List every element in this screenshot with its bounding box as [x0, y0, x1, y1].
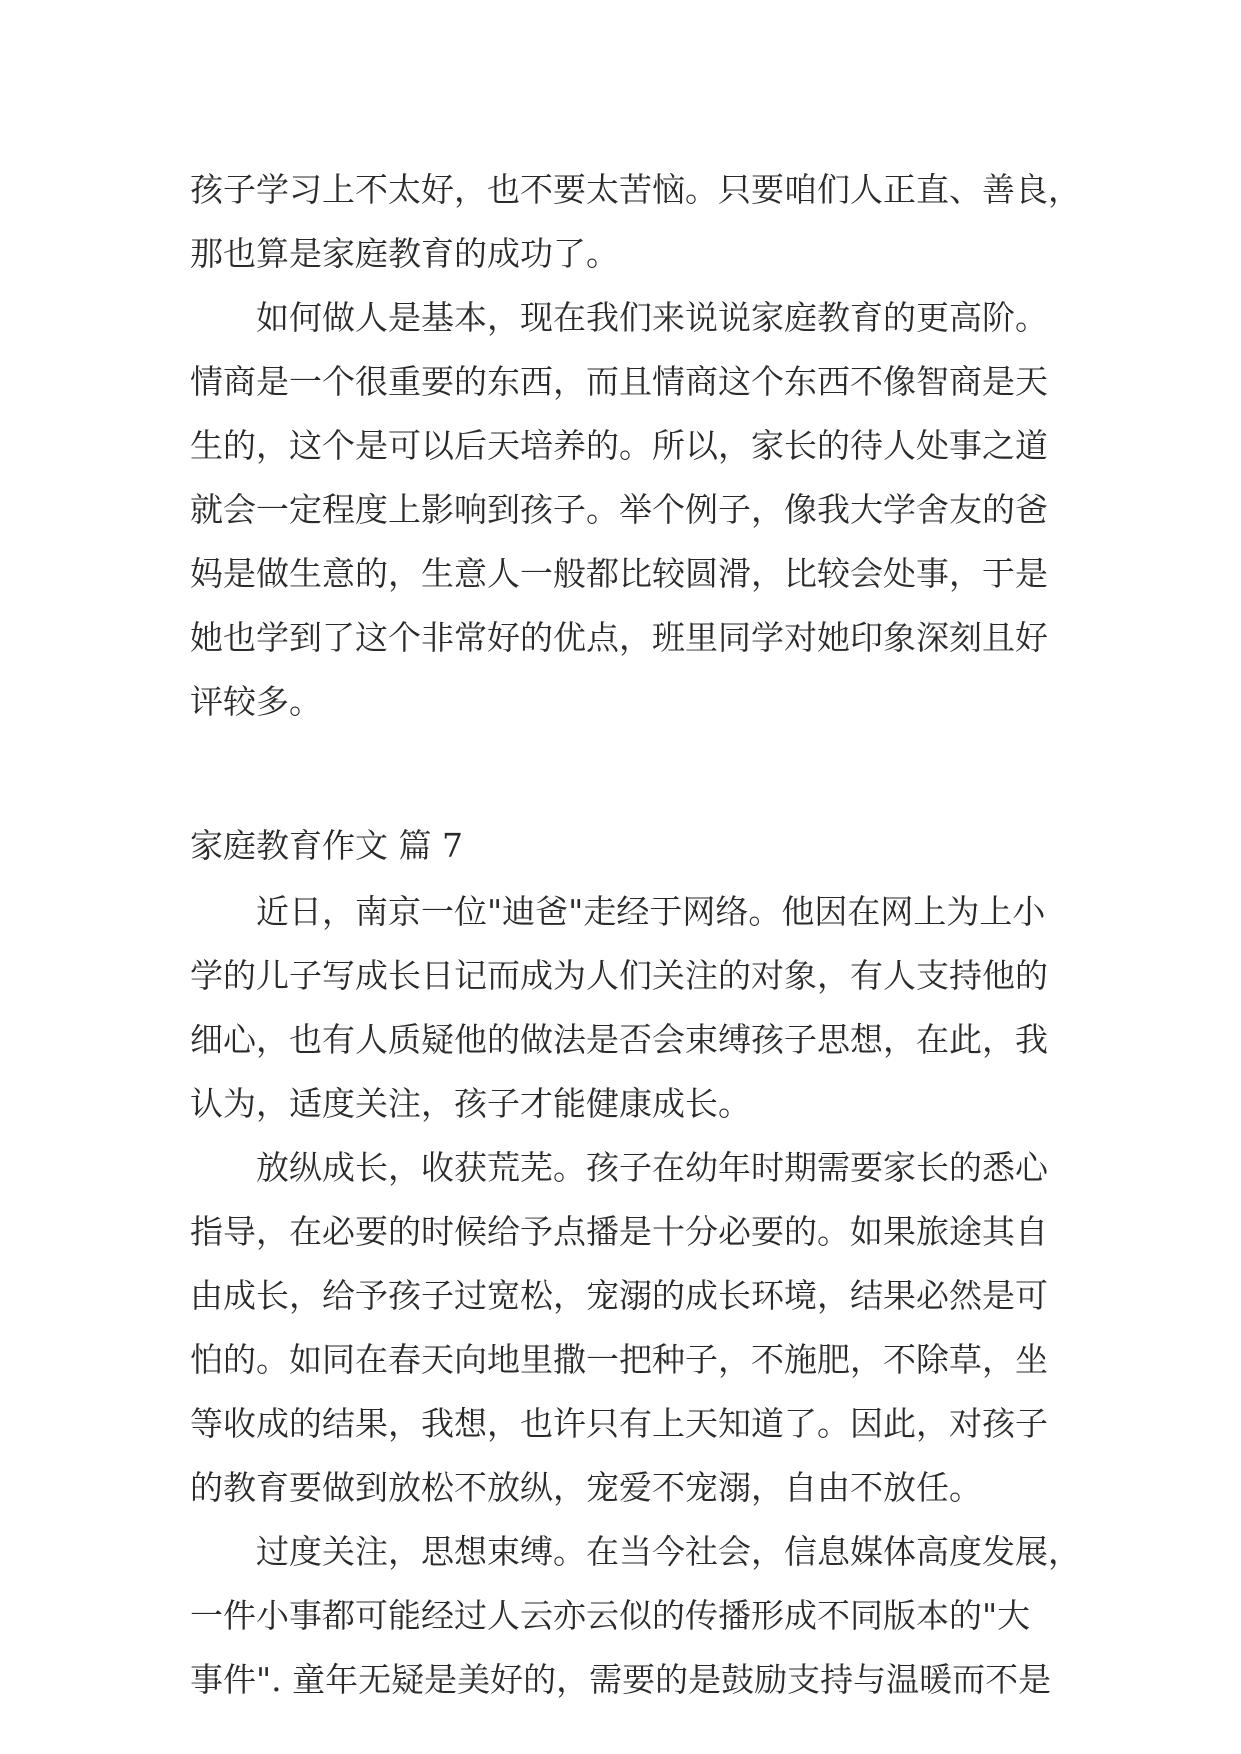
- text-line: 情商是一个很重要的东西，而且情商这个东西不像智商是天: [190, 362, 1048, 401]
- text-line: 学的儿子写成长日记而成为人们关注的对象，有人支持他的: [190, 956, 1048, 995]
- text-line: 她也学到了这个非常好的优点，班里同学对她印象深刻且好: [190, 618, 1048, 657]
- text-line: 事件". 童年无疑是美好的，需要的是鼓励支持与温暖而不是: [190, 1660, 1052, 1699]
- text-line: 如何做人是基本，现在我们来说说家庭教育的更高阶。: [256, 298, 1048, 337]
- text-line: 怕的。如同在春天向地里撒一把种子，不施肥，不除草，坐: [190, 1340, 1048, 1379]
- text-line: 的教育要做到放松不放纵，宠爱不宠溺，自由不放任。: [190, 1468, 982, 1507]
- text-line: 就会一定程度上影响到孩子。举个例子，像我大学舍友的爸: [190, 490, 1048, 529]
- section-heading: 家庭教育作文 篇 7: [190, 826, 463, 865]
- text-line: 妈是做生意的，生意人一般都比较圆滑，比较会处事，于是: [190, 554, 1048, 593]
- text-line: 由成长，给予孩子过宽松，宠溺的成长环境，结果必然是可: [190, 1276, 1048, 1315]
- text-line: 认为，适度关注，孩子才能健康成长。: [190, 1084, 751, 1123]
- document-page: [190, 158, 1081, 1712]
- text-line: 等收成的结果，我想，也许只有上天知道了。因此，对孩子: [190, 1404, 1048, 1443]
- text-line: 生的，这个是可以后天培养的。所以，家长的待人处事之道: [190, 426, 1048, 465]
- text-line: 过度关注，思想束缚。在当今社会，信息媒体高度发展，: [256, 1532, 1081, 1571]
- text-line: 放纵成长，收获荒芜。孩子在幼年时期需要家长的悉心: [256, 1148, 1048, 1187]
- text-line: 评较多。: [190, 682, 322, 721]
- section-gap: [190, 734, 1062, 814]
- text-line: 细心，也有人质疑他的做法是否会束缚孩子思想，在此，我: [190, 1020, 1048, 1059]
- text-line: 近日，南京一位"迪爸"走经于网络。他因在网上为上小: [256, 892, 1046, 931]
- text-line: 一件小事都可能经过人云亦云似的传播形成不同版本的"大: [190, 1596, 1031, 1635]
- text-line: 孩子学习上不太好，也不要太苦恼。只要咱们人正直、善良，: [190, 170, 1081, 209]
- text-line: 那也算是家庭教育的成功了。: [190, 234, 619, 273]
- text-line: 指导，在必要的时候给予点播是十分必要的。如果旅途其自: [190, 1212, 1048, 1251]
